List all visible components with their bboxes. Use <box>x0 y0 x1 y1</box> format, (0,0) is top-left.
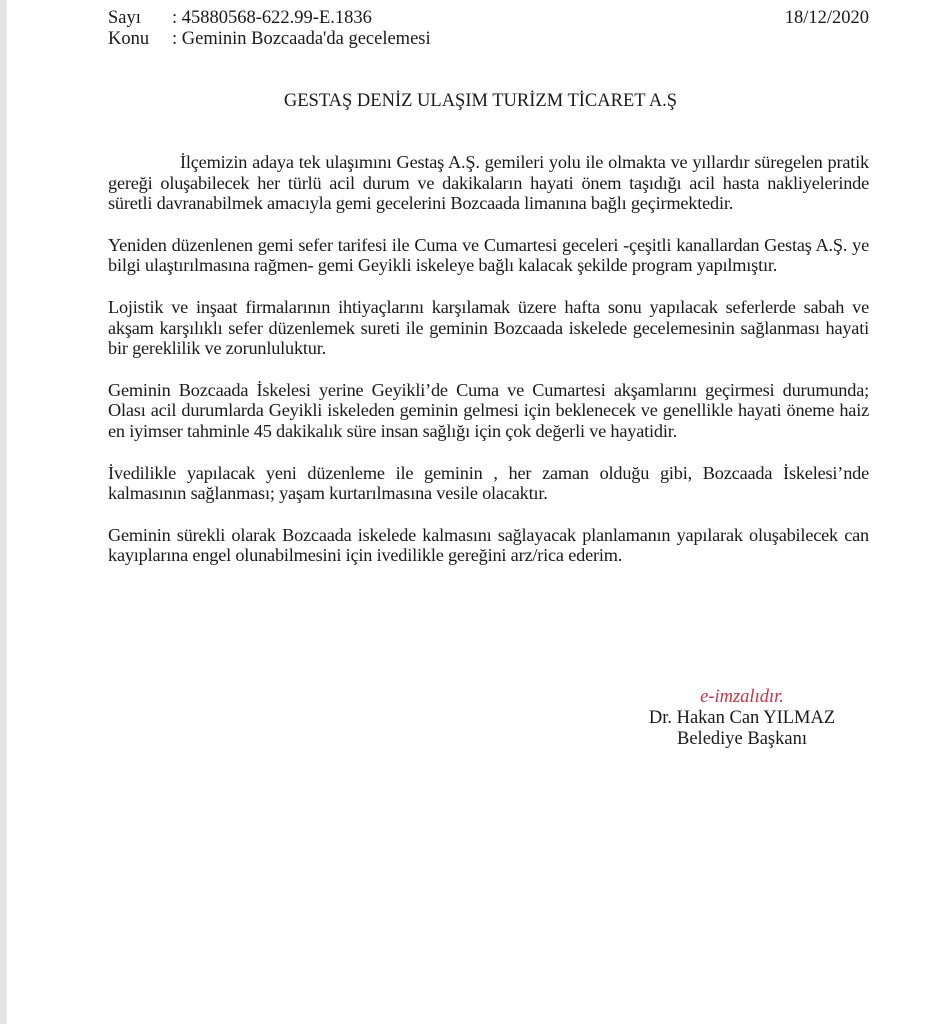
sayi-value: : 45880568-622.99-E.1836 <box>172 8 372 28</box>
body-paragraph: İlçemizin adaya tek ulaşımını Gestaş A.Ş. gemileri yolu ile olmakta ve yıllardır süregelen pratik gereği oluşabilecek her türlü acil durum ve dakikaların hayati önem taşıdığı acil hasta nakliyelerinde süretli davranabilmek amacıyla gemi gecelerini Bozcaada limanına bağlı geçirmektedir. <box>108 152 869 214</box>
letter-date: 18/12/2020 <box>784 8 869 28</box>
body-paragraph: Geminin sürekli olarak Bozcaada iskelede kalmasını sağlayacak planlamanın yapılarak oluşabilecek can kayıplarına engel olunabilmesini için ivedilikle gereğini arz/rica ederim. <box>108 524 869 566</box>
letter-body <box>108 152 869 587</box>
e-signature-note: e-imzalıdır. <box>700 687 784 707</box>
body-paragraph: Geminin Bozcaada İskelesi yerine Geyikli’de Cuma ve Cumartesi akşamlarını geçirmesi durumunda; Olası acil durumlarda Geyikli iskeleden geminin gelmesi için beklenecek ve genellikle hayati öneme haiz en iyimser tahminle 45 dakikalık süre insan sağlığı için çok değerli ve hayatidir. <box>108 379 869 441</box>
sayi-row <box>108 8 431 29</box>
letter-meta <box>108 8 431 50</box>
body-paragraph: İvedilikle yapılacak yeni düzenleme ile geminin , her zaman olduğu gibi, Bozcaada İskelesi’nde kalmasının sağlanması; yaşam kurtarılmasına vesile olacaktır. <box>108 462 869 504</box>
konu-value: : Geminin Bozcaada'da gecelemesi <box>172 29 431 49</box>
konu-label: Konu <box>108 29 150 49</box>
body-paragraph: Yeniden düzenlenen gemi sefer tarifesi ile Cuma ve Cumartesi geceleri -çeşitli kanallardan Gestaş A.Ş. ye bilgi ulaştırılmasına rağmen- gemi Geyikli iskeleye bağlı kalacak şekilde program yapılmıştır. <box>108 234 869 276</box>
signatory-title: Belediye Başkanı <box>677 729 807 749</box>
recipient-heading: GESTAŞ DENİZ ULAŞIM TURİZM TİCARET A.Ş <box>283 91 678 111</box>
body-paragraph: Lojistik ve inşaat firmalarının ihtiyaçlarını karşılamak üzere hafta sonu yapılacak seferlerde sabah ve akşam karşılıklı sefer düzenlemek sureti ile geminin Bozcaada iskelede gecelemesinin sağlanması hayati bir gereklilik ve zorunluluktur. <box>108 296 869 359</box>
signatory-name: Dr. Hakan Can YILMAZ <box>648 708 836 728</box>
sayi-label: Sayı <box>108 8 141 28</box>
signature-block <box>600 687 884 750</box>
konu-row <box>108 29 431 50</box>
